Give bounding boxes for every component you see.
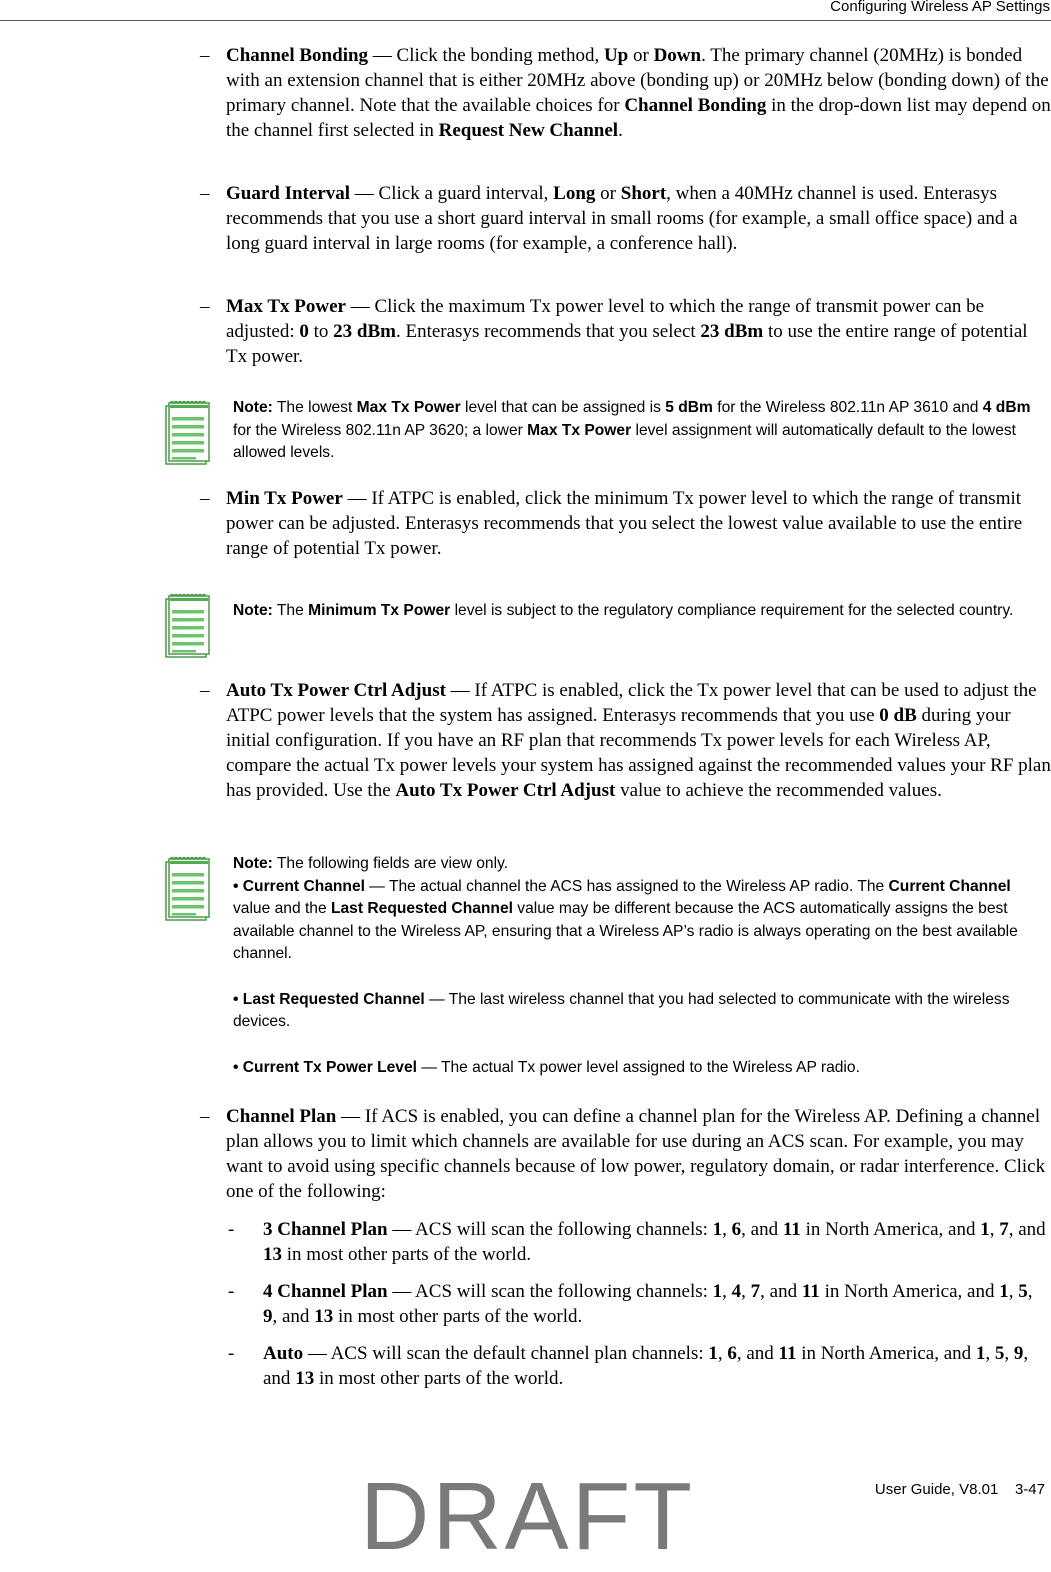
channel: 1 <box>708 1343 718 1364</box>
list-dash: – <box>200 488 210 509</box>
text: for the Wireless 802.11n AP 3610 and <box>712 399 983 416</box>
channel: 4 <box>731 1281 742 1302</box>
text: for the Wireless 802.11n AP 3620; a lower <box>233 421 528 439</box>
channel: 1 <box>999 1281 1009 1302</box>
sub-item-text: Auto — ACS will scan the default channel plan channels: 1, 6, and 11 in North America, and 1, 5, 9, and 13 in most other parts of the world. <box>263 1343 1029 1389</box>
channel: 7 <box>999 1219 1009 1240</box>
note-label: Note: <box>233 602 273 619</box>
sub-item-auto <box>228 1341 1051 1391</box>
note-bullet-current-tx-power-level <box>233 1057 1051 1080</box>
note-bullet-last-requested-channel <box>233 989 1051 1034</box>
text: . <box>618 120 623 141</box>
draft-watermark: DRAFT <box>360 1463 695 1570</box>
item-text <box>226 678 1051 803</box>
channel: 5 <box>1018 1281 1028 1302</box>
note-box <box>165 590 1051 623</box>
value: 5 dBm <box>665 399 713 416</box>
list-item-min-tx-power <box>200 486 1051 561</box>
term-ref: Auto Tx Power Ctrl Adjust <box>395 780 616 801</box>
text: — ACS will scan the default channel plan channels: <box>303 1343 709 1364</box>
sub-dash: - <box>228 1343 235 1364</box>
value: 23 dBm <box>700 321 764 342</box>
value-long: Long <box>553 183 596 204</box>
note-box <box>165 397 1051 465</box>
text: — The last wireless channel that you had selected to communicate with the wireless devices. <box>233 990 1010 1030</box>
channel: 9 <box>263 1306 273 1327</box>
text: in the drop-down list may depend on the channel first selected in <box>226 95 1051 141</box>
text: . Enterasys recommends that you select <box>395 321 701 342</box>
value-down: Down <box>653 45 702 66</box>
text: — ACS will scan the following channels: <box>387 1281 713 1302</box>
note-label: Note: <box>233 399 273 416</box>
text: , when a 40MHz channel is used. Enterasys recommends that you use a short guard interval in small rooms (for example, a small office space) and a long guard interval in large rooms (for example, a conference hall). <box>226 183 1018 254</box>
text: in North America, and <box>796 1343 976 1364</box>
text: level is subject to the regulatory compliance requirement for the selected country. <box>450 602 1014 619</box>
value: 4 dBm <box>982 399 1031 416</box>
notepad-icon <box>165 856 211 922</box>
term: Max Tx Power <box>356 399 461 416</box>
text: — The actual Tx power level assigned to the Wireless AP radio. <box>416 1058 860 1076</box>
text: The lowest <box>272 399 357 416</box>
text: in North America, and <box>800 1219 981 1240</box>
list-dash: – <box>200 45 210 66</box>
channel: 1 <box>712 1281 723 1302</box>
channel: 1 <box>712 1219 723 1240</box>
bullet: • <box>233 1058 243 1076</box>
term: Minimum Tx Power <box>308 602 451 619</box>
item-text <box>226 181 1051 256</box>
item-text <box>226 43 1051 143</box>
value-up: Up <box>603 45 629 66</box>
channel: 7 <box>750 1281 761 1302</box>
text: in most other parts of the world. <box>333 1306 583 1327</box>
sub-item-3-channel-plan <box>228 1217 1051 1267</box>
term-channel-bonding: Channel Bonding <box>226 45 369 66</box>
sub-dash: - <box>228 1281 235 1302</box>
item-text <box>226 294 1051 369</box>
list-dash: – <box>200 680 210 701</box>
term-ref: Channel Bonding <box>624 95 767 116</box>
text: in most other parts of the world. <box>282 1244 532 1265</box>
channel: 6 <box>731 1219 742 1240</box>
sub-dash: - <box>228 1219 235 1240</box>
list-item-channel-plan <box>200 1104 1051 1204</box>
text: — If ATPC is enabled, click the minimum Tx power level to which the range of transmit power can be adjusted. Enterasys recommends that you select the lowest value available to use the entire range of potential Tx power. <box>226 488 1023 559</box>
term: Current Channel <box>888 877 1011 895</box>
text: value to achieve the recommended values. <box>615 780 942 801</box>
channel: 13 <box>295 1368 315 1389</box>
value: 0 dB <box>879 705 917 726</box>
sub-item-text: 4 Channel Plan — ACS will scan the following channels: 1, 4, 7, and 11 in North America, and 1, 5, 9, and 13 in most other parts of the world. <box>263 1281 1033 1327</box>
text: — If ATPC is enabled, click the Tx power level that can be used to adjust the ATPC power levels that the system has assigned. Enterasys recommends that you use <box>226 680 1037 726</box>
term-min-tx-power: Min Tx Power <box>226 488 343 509</box>
list-dash: – <box>200 296 210 317</box>
notepad-icon <box>165 593 211 659</box>
text: or <box>628 45 654 66</box>
text: The following fields are view only. <box>272 855 509 872</box>
note-text <box>233 590 1051 623</box>
channel: 9 <box>1013 1343 1024 1364</box>
text: — Click a guard interval, <box>350 183 554 204</box>
note-box <box>165 853 1051 1079</box>
channel: 1 <box>975 1343 986 1364</box>
value-short: Short <box>620 183 667 204</box>
channel: 11 <box>778 1343 797 1364</box>
option-term: Auto <box>263 1343 304 1364</box>
note-text <box>233 853 1051 1079</box>
bullet: • <box>233 877 243 895</box>
note-label: Note: <box>233 855 273 872</box>
header-divider <box>0 20 1051 21</box>
bullet: • <box>233 990 243 1008</box>
term-guard-interval: Guard Interval <box>226 183 351 204</box>
term-max-tx-power: Max Tx Power <box>226 296 346 317</box>
channel: 6 <box>727 1343 737 1364</box>
list-dash: – <box>200 1106 210 1127</box>
text: — The actual channel the ACS has assigned to the Wireless AP radio. The <box>364 877 889 895</box>
text: during your initial configuration. If you have an RF plan that recommends Tx power levels for each Wireless AP, compare the actual Tx power levels your system has assigned against the recommended values your RF plan has provided. Use the <box>226 705 1051 801</box>
text: in North America, and <box>819 1281 1000 1302</box>
option-term: 4 Channel Plan <box>263 1281 388 1302</box>
option-term: 3 Channel Plan <box>263 1219 388 1240</box>
term-ref: Request New Channel <box>438 120 619 141</box>
channel: 13 <box>263 1244 282 1265</box>
page-footer: User Guide, V8.01 3-47 <box>874 1481 1045 1498</box>
text: — Click the bonding method, <box>368 45 604 66</box>
list-item-auto-tx-power-ctrl-adjust <box>200 678 1051 803</box>
term: Current Channel <box>242 877 365 895</box>
sub-item-4-channel-plan <box>228 1279 1051 1329</box>
channel: 1 <box>980 1219 990 1240</box>
note-bullet-current-channel <box>233 876 1051 966</box>
channel: 11 <box>801 1281 820 1302</box>
text: value may be different because the ACS automatically assigns the best available channel to the Wireless AP, ensuring that a Wireless AP’s radio is always operating on the best available channel. <box>233 900 1018 962</box>
text: in most other parts of the world. <box>314 1368 564 1389</box>
text: level that can be assigned is <box>460 399 666 416</box>
list-dash: – <box>200 183 210 204</box>
term: Max Tx Power <box>527 421 632 439</box>
text: . The primary channel (20MHz) is bonded with an extension channel that is either 20MHz above (bonding up) or 20MHz below (bonding down) of the primary channel. Note that the available choices for <box>226 45 1049 116</box>
value: 0 <box>299 321 309 342</box>
list-item-guard-interval <box>200 181 1051 256</box>
running-header: Configuring Wireless AP Settings <box>830 0 1050 15</box>
text: — Click the maximum Tx power level to which the range of transmit power can be adjusted: <box>226 296 985 342</box>
text: to <box>308 321 334 342</box>
term-channel-plan: Channel Plan <box>226 1106 337 1127</box>
item-text <box>226 1104 1051 1204</box>
term: Current Tx Power Level <box>242 1058 417 1076</box>
text: — ACS will scan the following channels: <box>387 1219 713 1240</box>
channel: 11 <box>782 1219 801 1240</box>
channel: 5 <box>994 1343 1005 1364</box>
text: — If ACS is enabled, you can define a channel plan for the Wireless AP. Defining a channel plan allows you to limit which channels are available for use during an ACS scan. For example, you may want to avoid using specific channels because of low power, regulatory domain, or radar interference. Click one of the following: <box>226 1106 1046 1202</box>
text: value and the <box>233 900 331 917</box>
list-item-max-tx-power <box>200 294 1051 369</box>
item-text <box>226 486 1051 561</box>
value: 23 dBm <box>333 321 396 342</box>
list-item-channel-bonding <box>200 43 1051 143</box>
term: Last Requested Channel <box>242 990 425 1008</box>
channel: 13 <box>314 1306 334 1327</box>
notepad-icon <box>165 400 211 466</box>
text: to use the entire range of potential Tx power. <box>226 321 1028 367</box>
note-text <box>233 397 1051 465</box>
text: or <box>595 183 621 204</box>
text: The <box>272 602 309 619</box>
note-intro <box>233 853 1051 876</box>
term-auto-tx: Auto Tx Power Ctrl Adjust <box>226 680 446 701</box>
text: level assignment will automatically default to the lowest allowed levels. <box>233 421 1016 461</box>
term: Last Requested Channel <box>330 900 513 917</box>
sub-item-text: 3 Channel Plan — ACS will scan the following channels: 1, 6, and 11 in North America, and 1, 7, and 13 in most other parts of the world. <box>263 1219 1046 1265</box>
